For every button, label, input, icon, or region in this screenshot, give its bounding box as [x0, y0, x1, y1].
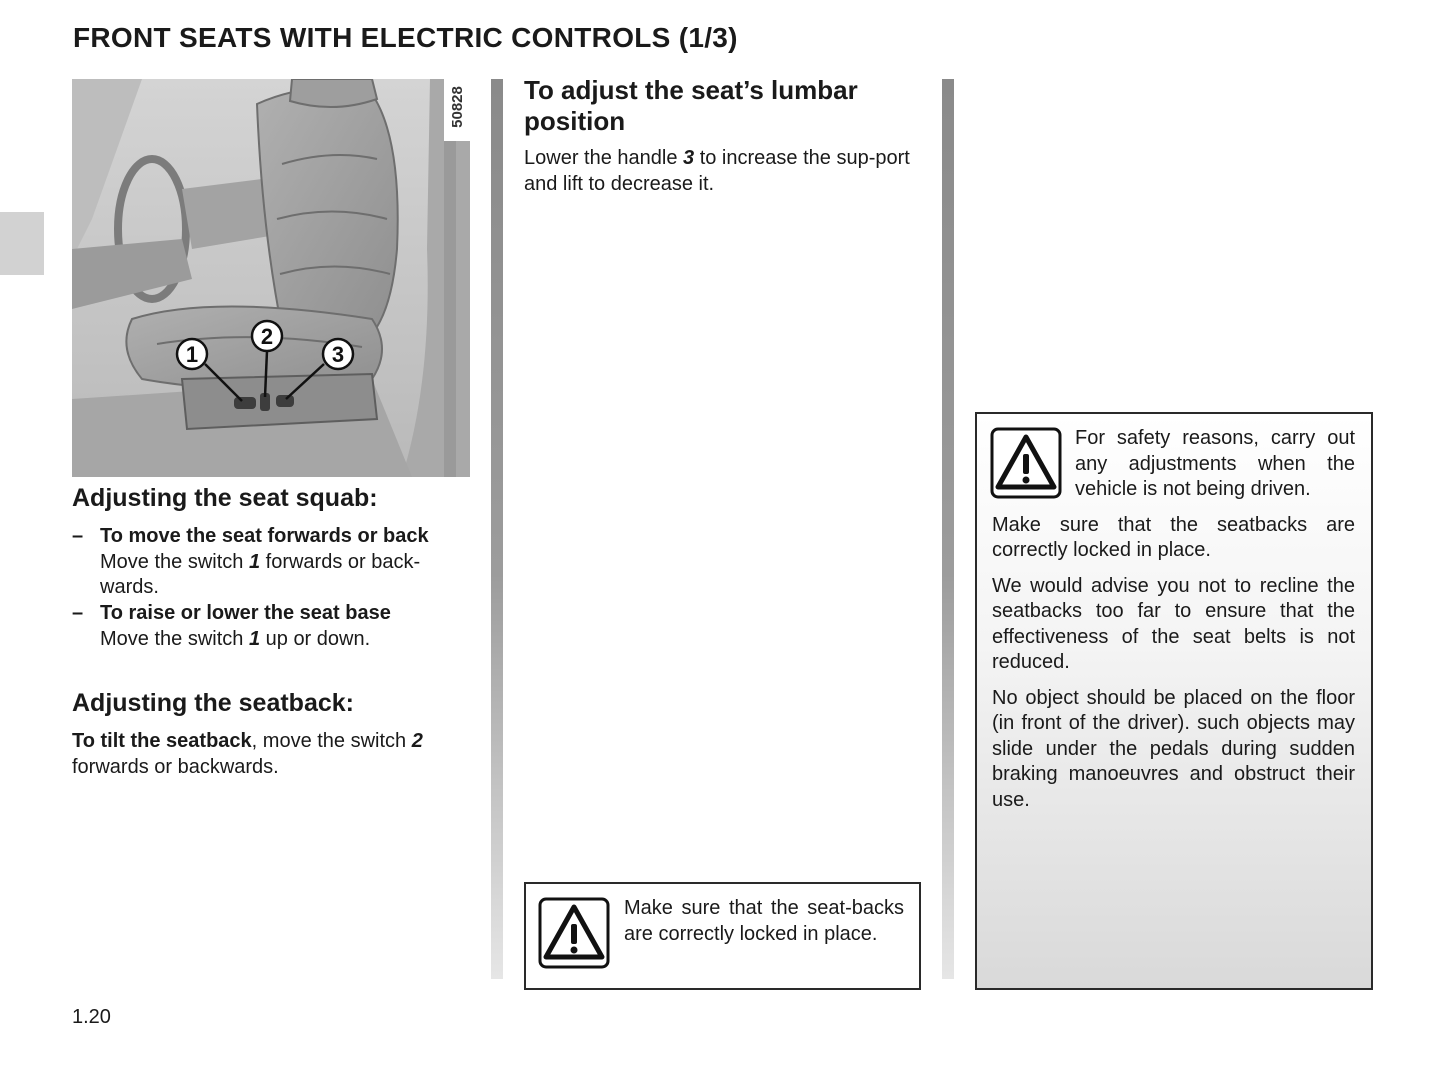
warning-paragraph: Make sure that the seatbacks are correctly locked in place. [992, 513, 1355, 561]
callout-1-label: 1 [185, 342, 199, 367]
list-dash: – [72, 525, 84, 547]
figure-reference-code: 50828 [449, 86, 466, 128]
column-divider-right [942, 79, 954, 979]
lumbar-heading: To adjust the seat’s lumbar position [524, 75, 858, 136]
column-divider-left [491, 79, 503, 979]
seatback-instructions: To tilt the seatback, move the switch 2 forwards or backwards. [72, 730, 423, 778]
callout-2-label: 2 [260, 324, 274, 349]
callout-2 [252, 321, 282, 351]
page-title: FRONT SEATS WITH ELECTRIC CONTROLS (1/3) [73, 22, 738, 53]
warning-paragraph: No object should be placed on the floor (in front of the driver). such objects may slide under the pedals during sudden braking manoeuvres and obstruct their use. [992, 686, 1355, 811]
list-item-heading: To move the seat forwards or back [100, 525, 429, 547]
callout-3 [323, 339, 353, 369]
warning-text: Make sure that the seat-backs are correctly locked in place. [624, 897, 904, 945]
list-item-move-seat [72, 524, 472, 601]
warning-triangle-icon [538, 897, 610, 969]
safety-warning-box [975, 412, 1373, 990]
seat-illustration [72, 79, 470, 477]
warning-paragraph: We would advise you not to recline the seatbacks too far to ensure that the effectiveness of the seat belts is not reduced. [992, 574, 1355, 673]
lumbar-instructions: Lower the handle 3 to increase the sup-port and lift to decrease it. [524, 147, 910, 195]
list-item-heading: To raise or lower the seat base [100, 602, 391, 624]
section-tab-marker [0, 212, 44, 275]
seatback-heading: Adjusting the seatback: [72, 689, 354, 717]
page-number: 1.20 [72, 1006, 111, 1028]
seatback-lock-warning [524, 882, 921, 990]
warning-triangle-icon [990, 427, 1062, 499]
list-dash: – [72, 602, 84, 624]
seat-squab-heading: Adjusting the seat squab: [72, 484, 378, 512]
callout-3-label: 3 [331, 342, 345, 367]
warning-intro: For safety reasons, carry out any adjustments when the vehicle is not being driven. [1075, 427, 1355, 500]
callout-1 [177, 339, 207, 369]
list-item-body: Move the switch 1 forwards or back-wards. [100, 550, 421, 598]
list-item-body: Move the switch 1 up or down. [100, 627, 371, 650]
list-item-raise-seat [72, 601, 472, 652]
